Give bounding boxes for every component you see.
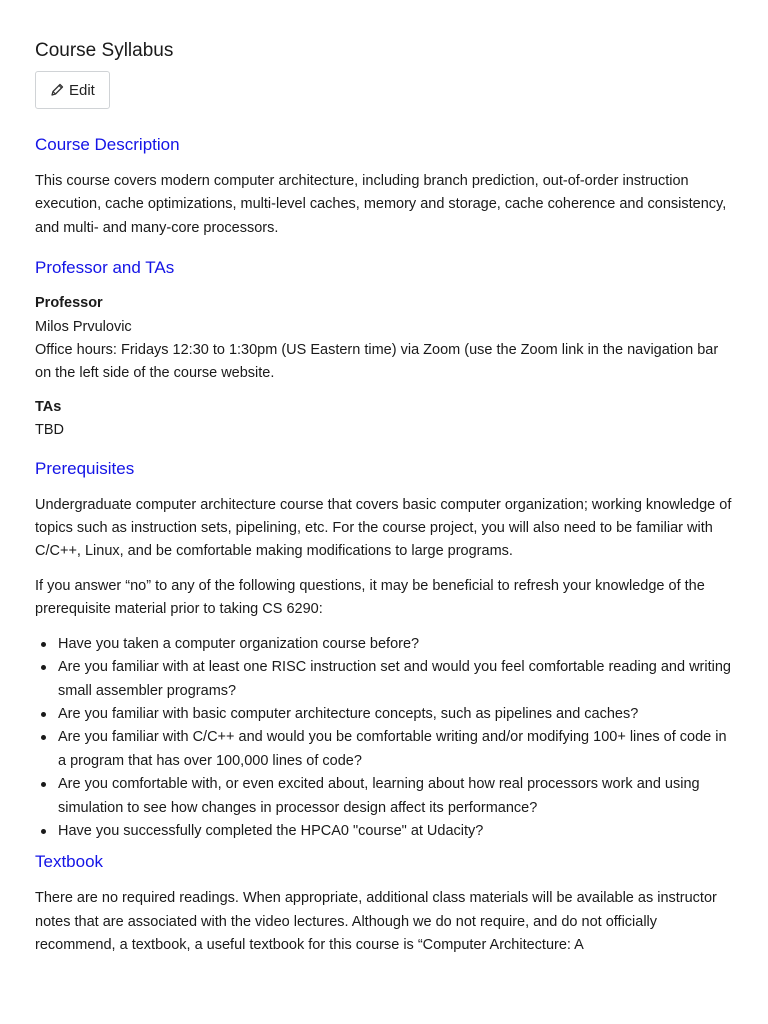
course-description-heading: Course Description bbox=[35, 135, 180, 154]
textbook-text: There are no required readings. When appropriate, additional class materials will be available as instructor notes that are associated with the video lectures. Although we do not require, and do not officially recommend, a textbook, a useful textbook for this course is “Computer Architecture: A bbox=[35, 890, 717, 954]
list-item: Have you successfully completed the HPCA0 "course" at Udacity? bbox=[58, 820, 734, 843]
prerequisites-text: Undergraduate computer architecture course that covers basic computer organization; working knowledge of topics such as instruction sets, pipelining, etc. For the course project, you will also need to be familiar with C/C++, Linux, and be comfortable making modifications to large programs. bbox=[35, 496, 732, 560]
list-item: Are you familiar with C/C++ and would you be comfortable writing and/or modifying 100+ lines of code in a program that has over 100,000 lines of code? bbox=[58, 726, 734, 773]
course-description-text: This course covers modern computer architecture, including branch prediction, out-of-order instruction execution, cache optimizations, multi-level caches, memory and storage, cache coherence and consistency, and multi- and many-core processors. bbox=[35, 173, 727, 236]
edit-button[interactable] bbox=[35, 71, 110, 109]
textbook-heading: Textbook bbox=[35, 852, 104, 872]
professor-label: Professor bbox=[35, 295, 103, 312]
prerequisites-heading: Prerequisites bbox=[35, 458, 135, 478]
pencil-icon bbox=[49, 82, 65, 98]
prerequisites-intro: If you answer “no” to any of the following questions, it may be beneficial to refresh your knowledge of the prerequisite material prior to taking CS 6290: bbox=[35, 577, 705, 618]
list-item: Have you taken a computer organization course before? bbox=[58, 633, 734, 656]
office-hours: Office hours: Fridays 12:30 to 1:30pm (US Eastern time) via Zoom (use the Zoom link in the navigation bar on the left side of the course website. bbox=[35, 342, 719, 382]
tas-value: TBD bbox=[35, 422, 64, 439]
edit-button-label: Edit bbox=[69, 81, 95, 99]
list-item: Are you comfortable with, or even excited about, learning about how real processors work and using simulation to see how changes in processor design affect its performance? bbox=[58, 773, 734, 820]
page-title: Course Syllabus bbox=[35, 40, 174, 61]
tas-label: TAs bbox=[35, 398, 62, 415]
list-item: Are you familiar with basic computer architecture concepts, such as pipelines and caches? bbox=[58, 703, 734, 726]
professor-and-tas-heading: Professor and TAs bbox=[35, 258, 175, 278]
list-item: Are you familiar with at least one RISC instruction set and would you feel comfortable reading and writing small assembler programs? bbox=[58, 656, 734, 703]
prerequisite-questions-list bbox=[35, 633, 734, 844]
professor-name: Milos Prvulovic bbox=[35, 318, 132, 335]
